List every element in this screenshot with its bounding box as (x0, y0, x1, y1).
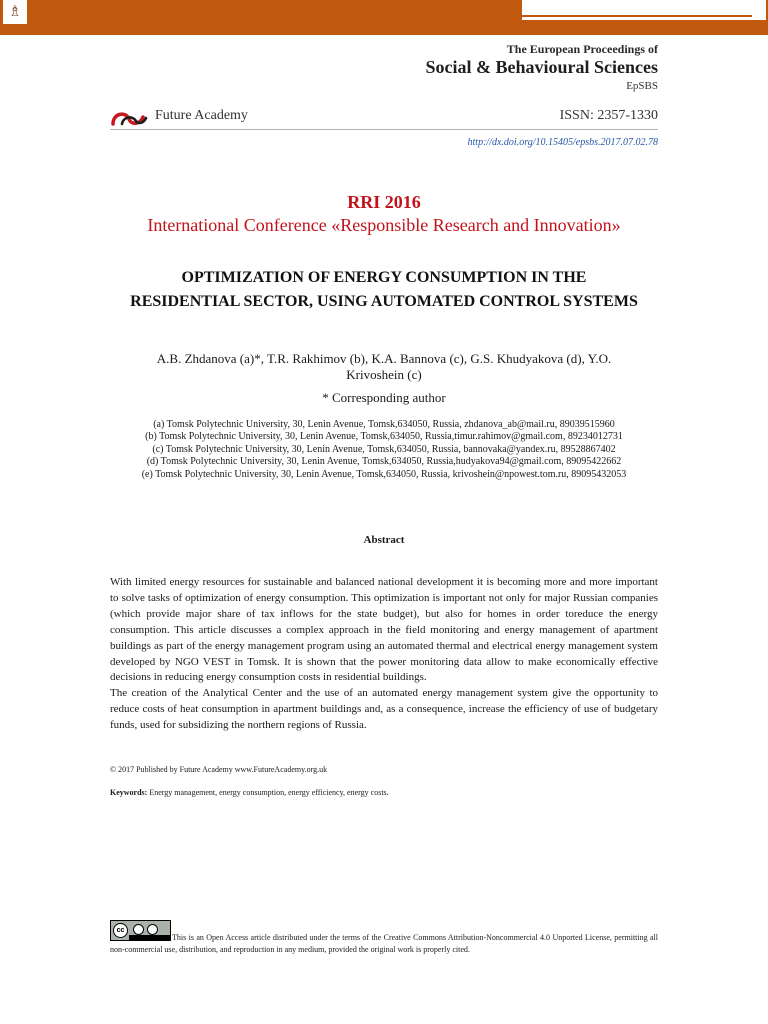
header-rule (522, 15, 752, 17)
copyright-notice: © 2017 Published by Future Academy www.FutureAcademy.org.uk (110, 765, 328, 774)
abstract-paragraph: With limited energy resources for sustainable and balanced national development it is becoming more and more important to solve tasks of optimization of energy consumption. This optimization is important not only for major Russian companies (which provide major share of tax inflows for the state budget), but also for homes in order toreduce the energy consumption. This article discusses a complex approach in the field monitoring and energy management of apartment buildings as part of the energy management program using an automated thermal and electrical energy management system developed by NGO VEST in Tomsk. It is shown that the power monitoring data allow to make economically effective decisions in reducing energy consumption costs in residential buildings. (110, 576, 658, 684)
affiliation-item: (a) Tomsk Polytechnic University, 30, Lenin Avenue, Tomsk,634050, Russia, zhdanova_ab@mail.ru, 89039515960 (153, 419, 615, 430)
affiliation-item: (d) Tomsk Polytechnic University, 30, Lenin Avenue, Tomsk,634050, Russia,hudyakova94@gmail.com, 89095422662 (146, 456, 622, 468)
future-academy-logo-icon (110, 107, 150, 127)
journal-name: Social & Behavioural Sciences (425, 57, 658, 78)
paper-title: OPTIMIZATION OF ENERGY CONSUMPTION IN THE RESIDENTIAL SECTOR, USING AUTOMATED CONTROL SYSTEMS (130, 269, 638, 310)
header-divider (110, 129, 658, 130)
issn-number: ISSN: 2357-1330 (559, 108, 658, 123)
header-white-panel (522, 0, 766, 20)
doi-link[interactable]: http://dx.doi.org/10.15405/epsbs.2017.07.02.78 (467, 137, 658, 148)
journal-heading (426, 42, 659, 93)
keywords-text: Energy management, energy consumption, energy efficiency, energy costs. (149, 788, 389, 797)
journal-pre-title: The European Proceedings of (506, 42, 658, 56)
abstract-body (110, 575, 658, 734)
journal-abbreviation: EpSBS (626, 79, 658, 92)
conference-full-name: International Conference «Responsible Research and Innovation» (147, 215, 621, 235)
abstract-paragraph: The creation of the Analytical Center and the use of an automated energy management system give the opportunity to reduce costs of heat consumption in apartment buildings and, as a consequence, increase the efficiency of use of budgetary funds, used for subsidizing the northern regions of Russia. (110, 687, 658, 732)
keywords-line (110, 788, 389, 797)
publisher-row (110, 107, 658, 129)
affiliation-list (100, 419, 668, 481)
keywords-label: Keywords: (110, 788, 148, 797)
affiliation-item: (c) Tomsk Polytechnic University, 30, Lenin Avenue, Tomsk,634050, Russia, bannovaka@yandex.ru, 89528867402 (152, 443, 616, 455)
affiliation-item: (e) Tomsk Polytechnic University, 30, Lenin Avenue, Tomsk,634050, Russia, krivoshein@npowest.tom.ru, 89095432053 (141, 468, 627, 480)
author-list: A.B. Zhdanova (a)*, T.R. Rakhimov (b), K.A. Bannova (c), G.S. Khudyakova (d), Y.O. Krivoshein (c) (156, 351, 612, 382)
affiliation-item: (b) Tomsk Polytechnic University, 30, Lenin Avenue, Tomsk,634050, Russia,timur.rahimov@gmail.com, 89234012731 (145, 431, 623, 443)
abstract-heading: Abstract (363, 534, 405, 546)
license-text: This is an Open Access article distributed under the terms of the Creative Commons Attribution-Noncommercial 4.0 Unported License, permitting all non-commercial use, distribution, and reproduction in any medium, provided the original work is properly cited. (110, 933, 658, 955)
journal-emblem-icon: ♗ (3, 0, 27, 24)
corresponding-author-note: * Corresponding author (322, 390, 446, 405)
journal-header-band (0, 0, 768, 35)
publisher-name: Future Academy (155, 108, 248, 123)
conference-short-name: RRI 2016 (347, 192, 421, 212)
cc-logo-icon: cc (113, 923, 128, 938)
